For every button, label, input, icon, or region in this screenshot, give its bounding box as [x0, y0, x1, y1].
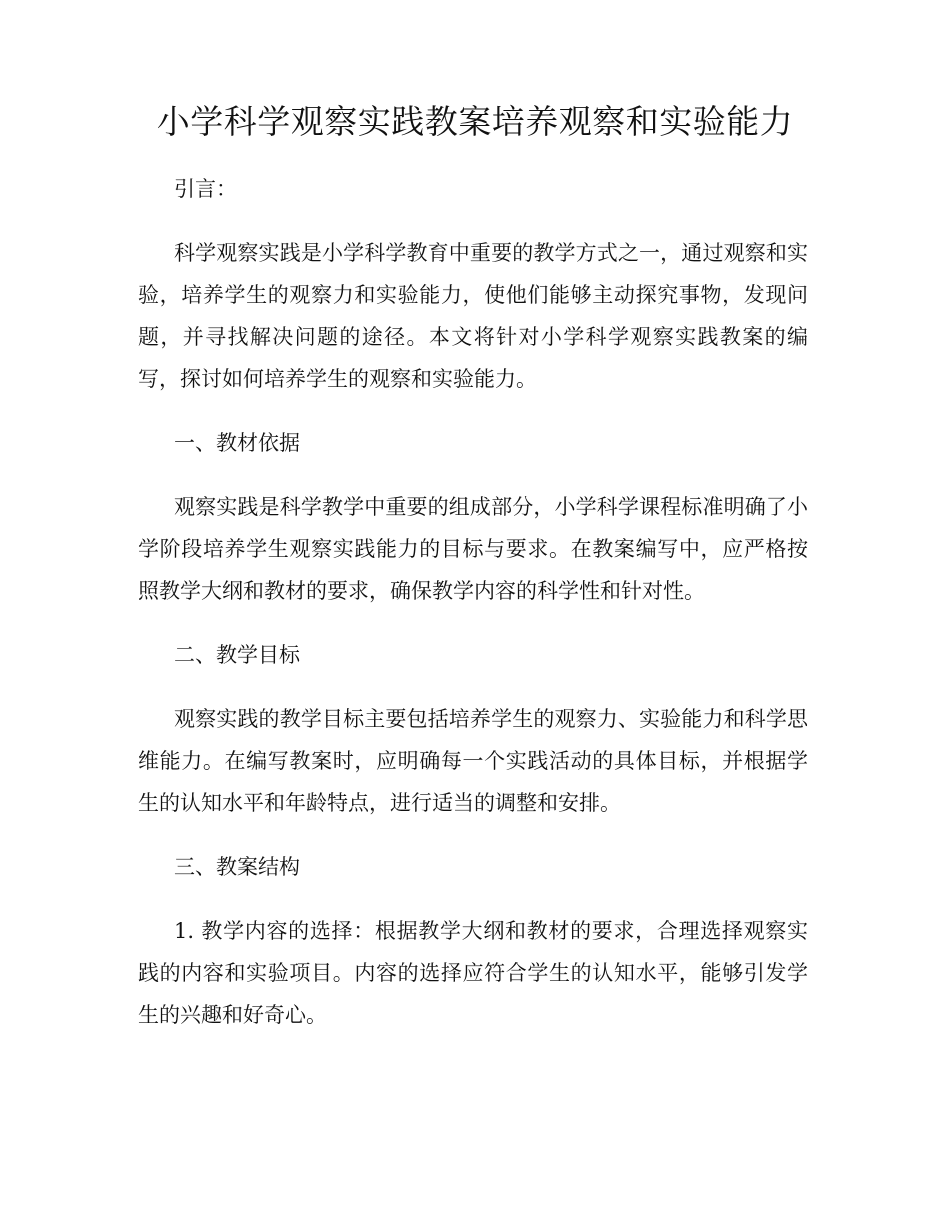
document-title: 小学科学观察实践教案培养观察和实验能力 [156, 102, 794, 141]
section-heading-lesson-structure: 三、教案结构 [174, 855, 300, 879]
section-heading-teaching-goals: 二、教学目标 [174, 643, 300, 667]
section-paragraph-teaching-goals: 观察实践的教学目标主要包括培养学生的观察力、实验能力和科学思维能力。在编写教案时，应明确每一个实践活动的具体目标，并根据学生的认知水平和年龄特点，进行适当的调整和安排。 [138, 707, 808, 815]
section-paragraph-lesson-structure: 1. 教学内容的选择：根据教学大纲和教材的要求，合理选择观察实践的内容和实验项目。内容的选择应符合学生的认知水平，能够引发学生的兴趣和好奇心。 [138, 919, 808, 1027]
document-body [138, 168, 808, 1058]
section-heading-textbook-basis: 一、教材依据 [174, 431, 300, 455]
intro-label: 引言： [174, 177, 237, 201]
intro-paragraph: 科学观察实践是小学科学教育中重要的教学方式之一，通过观察和实验，培养学生的观察力和实验能力，使他们能够主动探究事物，发现问题，并寻找解决问题的途径。本文将针对小学科学观察实践教案的编写，探讨如何培养学生的观察和实验能力。 [138, 241, 808, 391]
section-paragraph-textbook-basis: 观察实践是科学教学中重要的组成部分，小学科学课程标准明确了小学阶段培养学生观察实践能力的目标与要求。在教案编写中，应严格按照教学大纲和教材的要求，确保教学内容的科学性和针对性。 [138, 495, 808, 603]
